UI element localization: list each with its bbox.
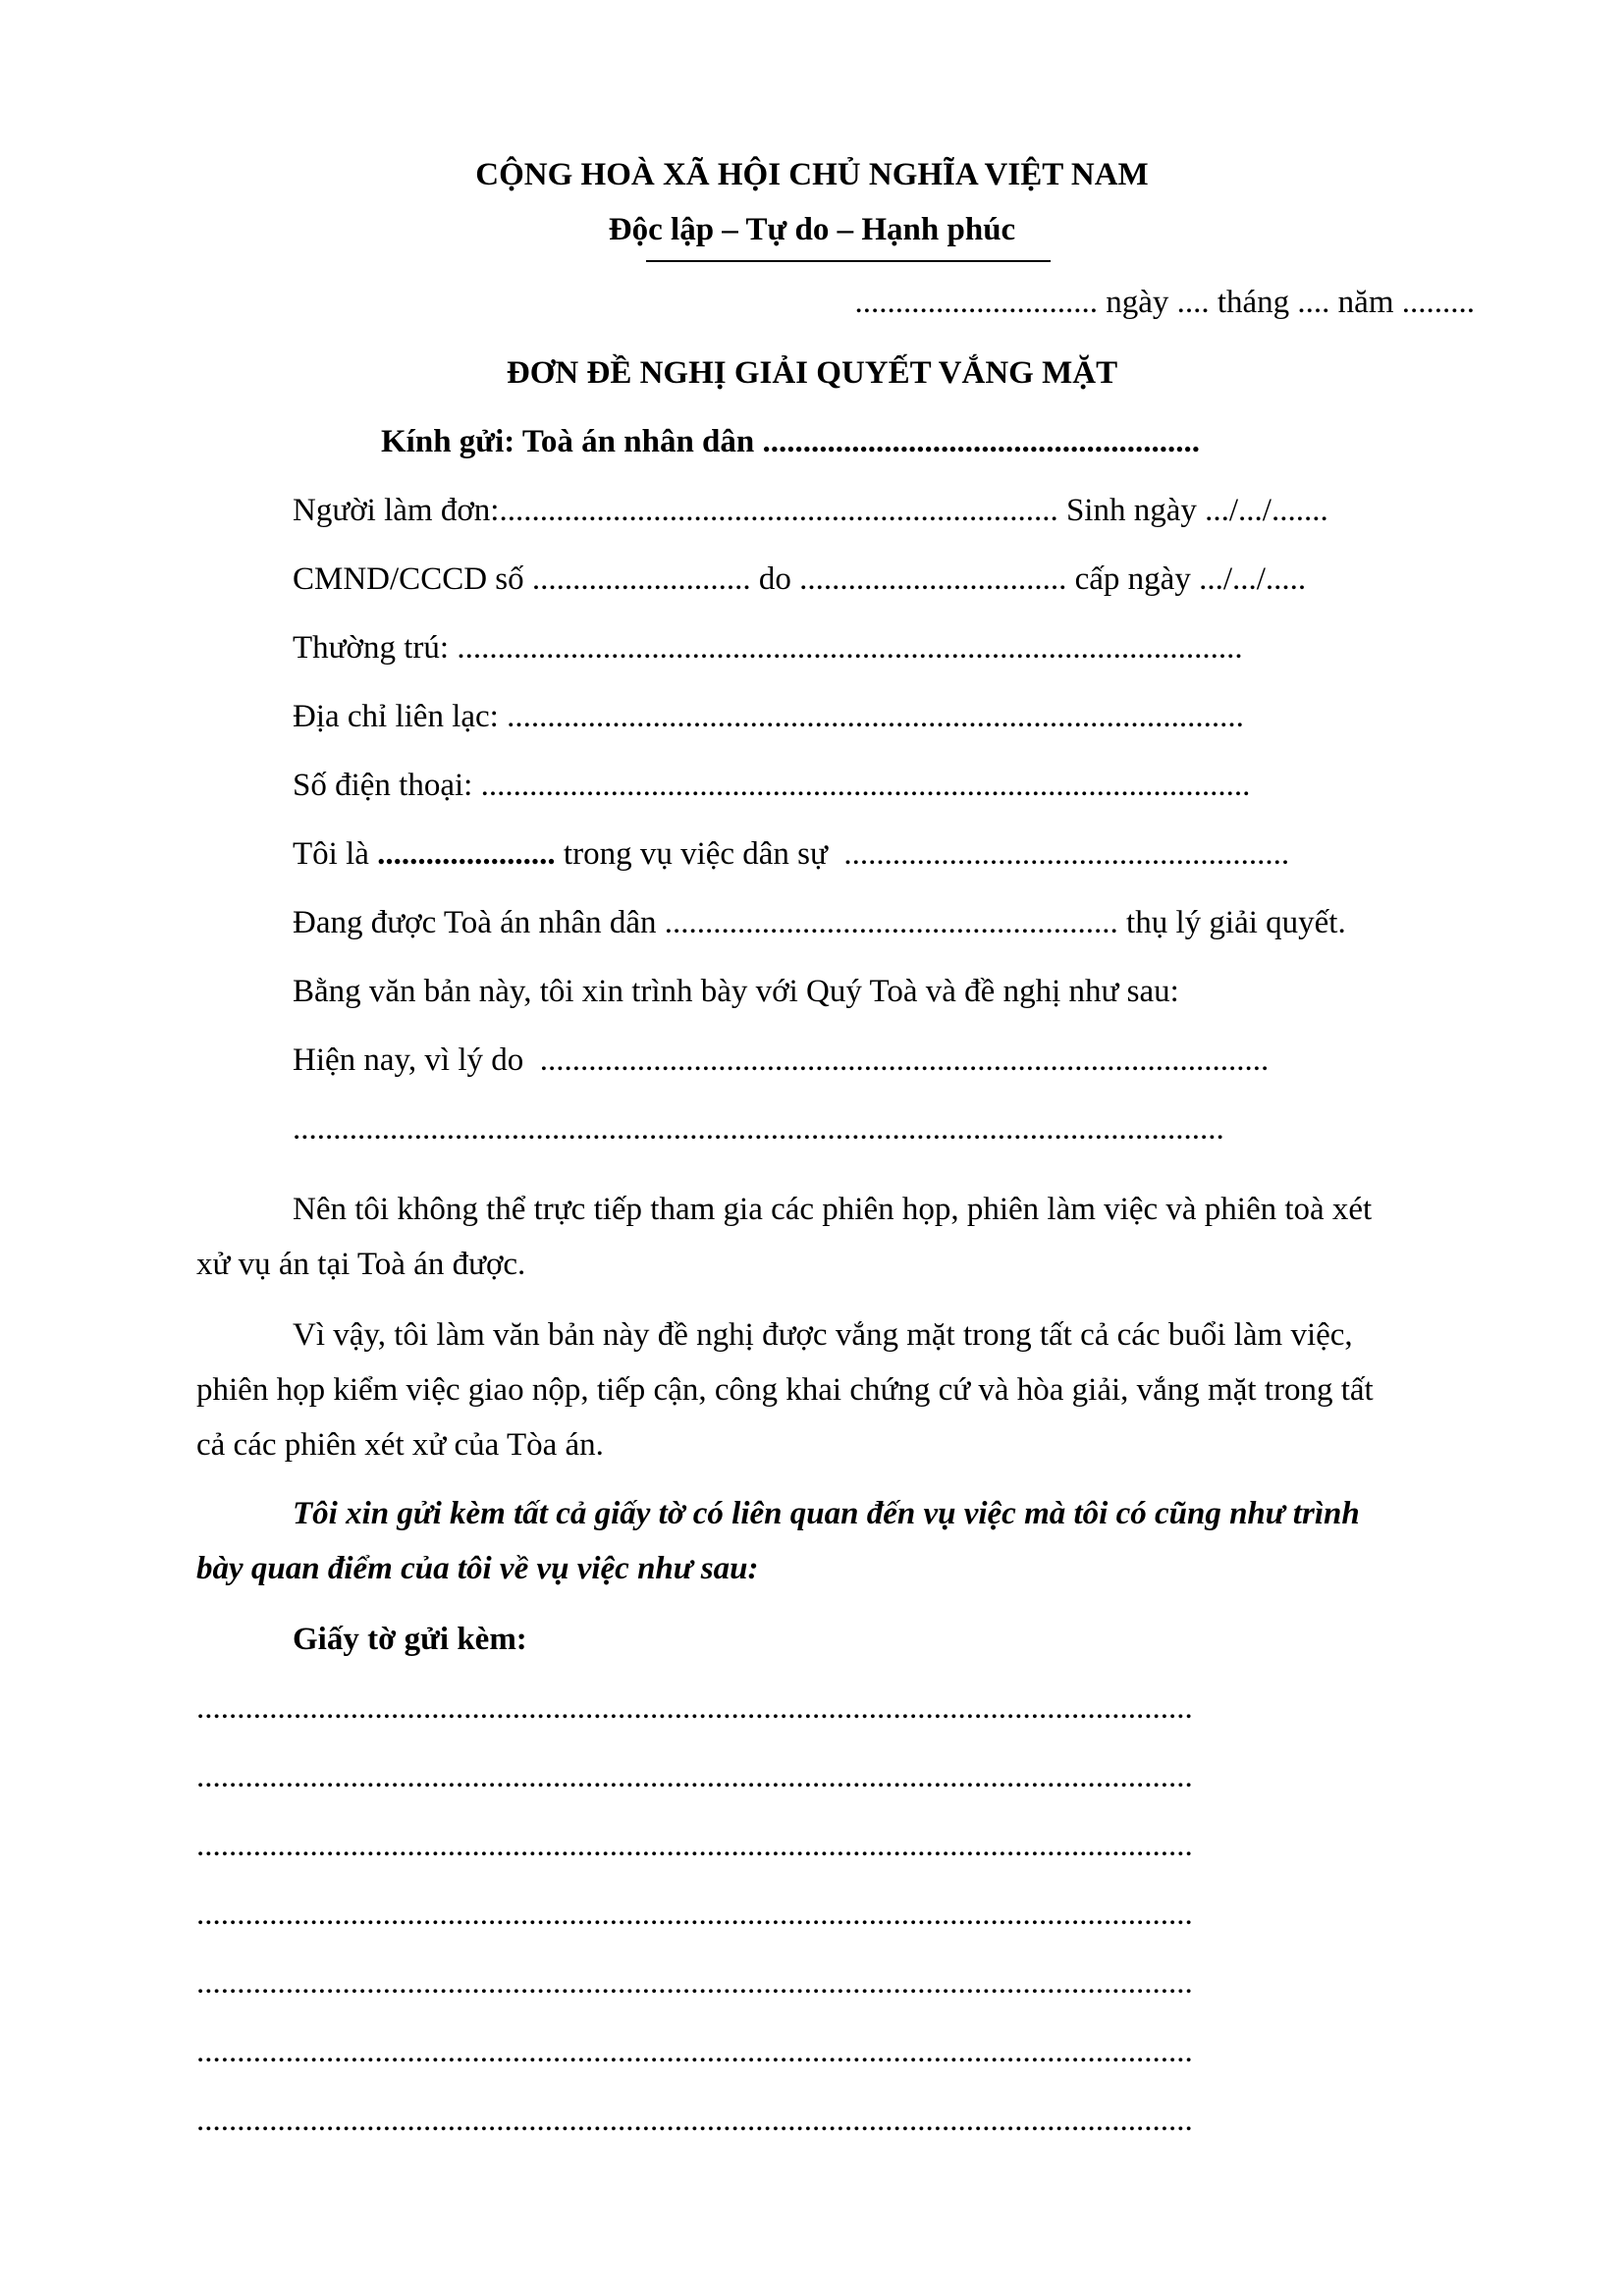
- motto: Độc lập – Tự do – Hạnh phúc: [608, 212, 1016, 247]
- role-blank: ......................: [377, 836, 556, 872]
- field-role: [293, 834, 1289, 874]
- paragraph2-line2: phiên họp kiểm việc giao nộp, tiếp cận, công khai chứng cứ và hòa giải, vắng mặt trong tất: [196, 1372, 1374, 1408]
- field-contact-address: Địa chỉ liên lạc: ...........................................................................................: [293, 699, 1244, 734]
- paragraph1-line1: Nên tôi không thể trực tiếp tham gia các phiên họp, phiên làm việc và phiên toà xét: [293, 1192, 1373, 1227]
- reason-continuation: ...................................................................................................................: [293, 1111, 1224, 1147]
- statement-intro: Bằng văn bản này, tôi xin trình bày với Quý Toà và đề nghị như sau:: [293, 974, 1179, 1009]
- attachment-note-line2: bày quan điểm của tôi về vụ việc như sau:: [196, 1551, 759, 1586]
- recipient-line: Kính gửi: Toà án nhân dân ......................................................: [381, 424, 1201, 459]
- paragraph2-line3: cả các phiên xét xử của Tòa án.: [196, 1427, 604, 1463]
- attachments-label: Giấy tờ gửi kèm:: [293, 1622, 527, 1657]
- field-permanent-address: Thường trú: .................................................................................................: [293, 630, 1243, 666]
- blank-line-5: ...........................................................................................................................: [196, 1965, 1193, 2001]
- blank-line-4: ...........................................................................................................................: [196, 1896, 1193, 1932]
- date-line: .............................. ngày .... tháng .... năm .........: [854, 285, 1475, 320]
- motto-underline: [646, 260, 1051, 262]
- field-applicant: Người làm đơn:..................................................................... Sinh ngày .../.../.......: [293, 493, 1328, 528]
- blank-line-7: ...........................................................................................................................: [196, 2103, 1193, 2138]
- field-id-number: CMND/CCCD số ........................... do ................................. cấp ngày .../.../.....: [293, 561, 1307, 597]
- blank-line-1: ...........................................................................................................................: [196, 1690, 1193, 1726]
- field-phone: Số điện thoại: ...............................................................................................: [293, 768, 1251, 803]
- national-title: CỘNG HOÀ XÃ HỘI CHỦ NGHĨA VIỆT NAM: [475, 157, 1149, 192]
- role-suffix: trong vụ việc dân sự .......................................................: [555, 836, 1290, 872]
- role-prefix: Tôi là: [293, 836, 378, 872]
- blank-line-2: ...........................................................................................................................: [196, 1759, 1193, 1794]
- attachment-note-line1: Tôi xin gửi kèm tất cả giấy tờ có liên quan đến vụ việc mà tôi có cũng như trình: [293, 1496, 1360, 1531]
- blank-line-3: ...........................................................................................................................: [196, 1828, 1193, 1863]
- paragraph1-line2: xử vụ án tại Toà án được.: [196, 1247, 526, 1282]
- blank-line-6: ...........................................................................................................................: [196, 2034, 1193, 2069]
- reason-line: Hiện nay, vì lý do ..........................................................................................: [293, 1042, 1270, 1078]
- paragraph2-line1: Vì vậy, tôi làm văn bản này đề nghị được vắng mặt trong tất cả các buổi làm việc,: [293, 1317, 1353, 1353]
- field-court: Đang được Toà án nhân dân ........................................................ thụ lý giải quyết.: [293, 905, 1346, 940]
- document-title: ĐƠN ĐỀ NGHỊ GIẢI QUYẾT VẮNG MẶT: [506, 355, 1118, 391]
